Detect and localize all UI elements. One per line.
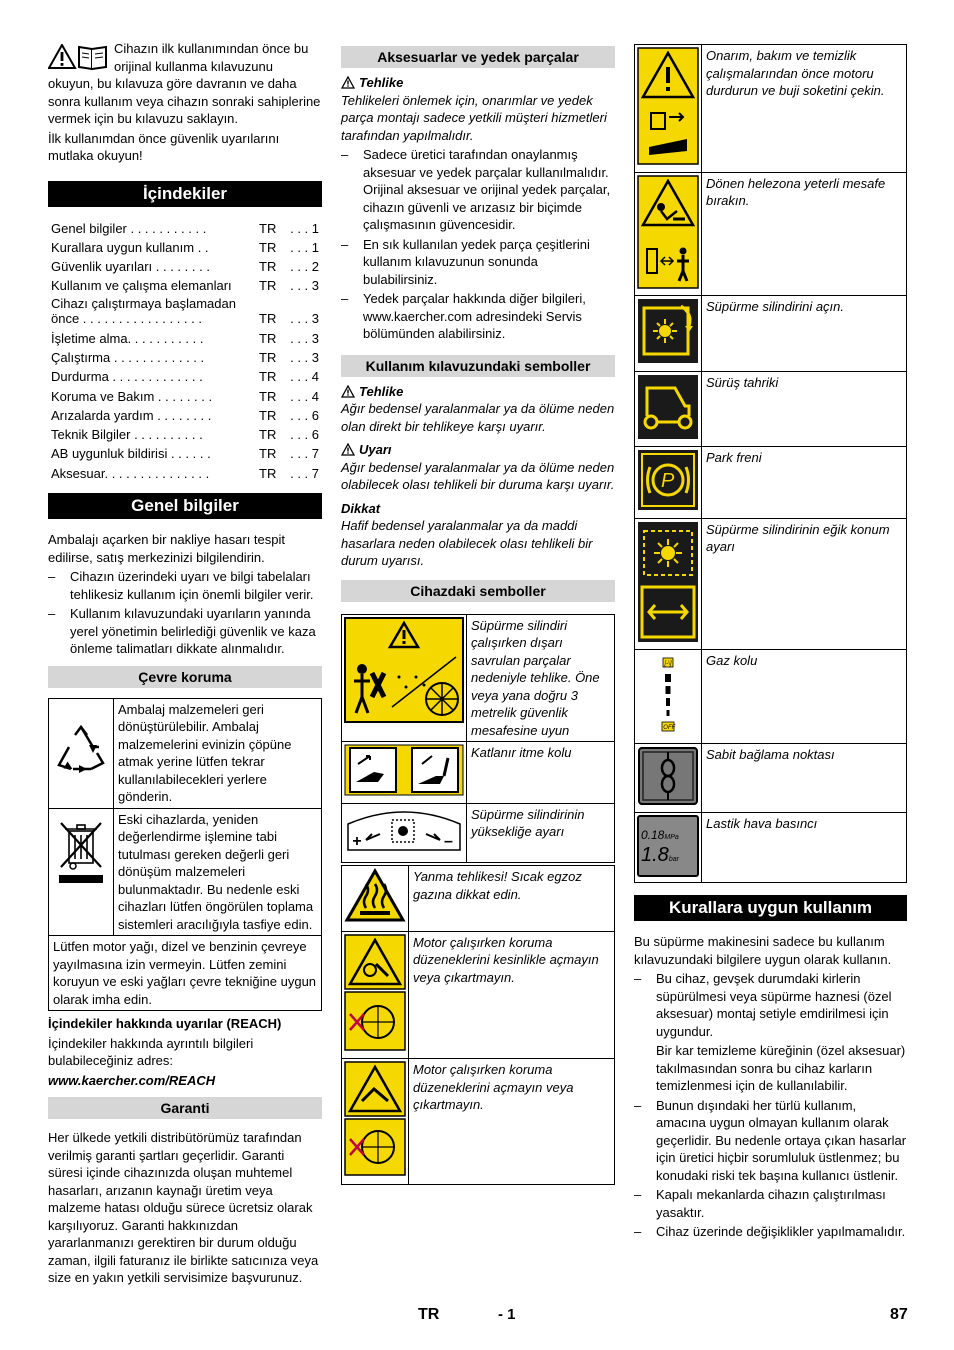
footer-language: TR (418, 1306, 440, 1323)
danger-label: Tehlike (341, 74, 615, 92)
hot-surface-icon (342, 866, 409, 932)
column-right (634, 44, 907, 1243)
roller-height-text: Süpürme silindirinin yüksekliğe ayarı (467, 803, 615, 863)
right-symbols-table (634, 44, 907, 883)
folding-handle-icon (342, 742, 467, 804)
footer-page-number: 87 (890, 1306, 908, 1323)
guard-open-text: Motor çalışırken koruma düzeneklerini kesinlikle açmayın veya çıkartmayın. (409, 931, 615, 1059)
list-item: – En sık kullanılan yedek parça çeşitlerini kullanım kılavuzunun sonunda bulabilirsiniz. (341, 236, 590, 287)
list-item: – Bu cihaz, gevşek durumdaki kirlerin süpürülmesi veya süpürme haznesi (özel aksesuar) montaj setiyle emdirilmesi için uygundur. (634, 971, 892, 1039)
danger-text: Tehlikeleri önlemek için, onarımlar ve yedek parça montajı sadece yetkili müşteri hizmetleri tarafından yapılmalıdır. (341, 92, 607, 143)
recycle-icon (49, 698, 114, 808)
drive-icon (635, 371, 702, 447)
throttle-icon (635, 650, 702, 744)
symbols-heading: Kullanım kılavuzundaki semboller (341, 355, 615, 377)
accessories-heading: Aksesuarlar ve yedek parçalar (341, 46, 615, 68)
stop-engine-warning-icon (635, 45, 702, 173)
list-item-extra: Bir kar temizleme küreğinin (özel aksesuar) takılmasından sonra bu cihaz karların temizlenmesi için de kullanılabilir. (656, 1043, 906, 1093)
tie-down-point-icon (635, 743, 702, 813)
list-item: – Sadece üretici tarafından onaylanmış aksesuar ve yedek parçalar kullanılmalıdır. Orijinal aksesuar ve orijinal yedek parçalar, cihazın güvenli ve arızasız bir biçimde çalışmasının güvencesidir. (341, 147, 611, 232)
table-of-contents (48, 219, 322, 484)
toc-row[interactable]: Kurallara uygun kullanım . . TR . . . 1 (51, 239, 319, 255)
guard-warning-icon (342, 931, 409, 1059)
env-table (48, 698, 322, 1012)
column-left (48, 40, 322, 1289)
warranty-heading: Garanti (48, 1097, 322, 1119)
hot-exhaust-text: Yanma tehlikesi! Sıcak egzoz gazına dikkat edin. (409, 866, 615, 932)
intended-use-heading: Kurallara uygun kullanım (634, 895, 907, 921)
folding-handle-text: Katlanır itme kolu (467, 742, 615, 804)
reach-title: İçindekiler hakkında uyarılar (REACH) (48, 1016, 282, 1032)
intro-text-2: İlk kullanımdan önce güvenlik uyarılarını mutlaka okuyun! (48, 130, 280, 163)
toc-row[interactable]: İşletime alma. . . . . . . . . . . TR . . . 3 (51, 330, 319, 346)
auger-distance-icon (635, 172, 702, 296)
tire-pressure-icon: 0.18MPa 1.8bar (635, 813, 702, 883)
warranty-text: Her ülkede yetkili distribütörümüz tarafından verilmiş garanti şartları geçerlidir. Garanti süresi içinde cihazınızda oluşan muhtemel hasarları, arızanın kaynağı üretim veya malzeme hatası olduğu sürece ücretsiz olarak karşılıyoruz. Garanti hakkınızdan yararlanmanızı gerektiren bir durum olduğu zaman, ilgili faturanız ile birlikte satıcınıza veya size en yakın yetkili servisimize başvurunuz. (48, 1130, 319, 1286)
list-item: – Bunun dışındaki her türlü kullanım, amacına uygun olmayan kullanım olarak geçerlidir. Bu nedenle ortaya çıkan hasarlar için üretici hiçbir sorumluluk üstlenmez; bu konudaki riski tek başına kullanıcı üstlenir. (634, 1097, 907, 1183)
open-sweeping-roller-text: Süpürme silindirini açın. (702, 296, 907, 372)
list-item: – Yedek parçalar hakkında diğer bilgileri, www.kaercher.com adresindeki Servis bölümünden alabilirsiniz. (341, 291, 586, 341)
warning-manual-icon (48, 44, 108, 75)
svg-text:OFF: OFF (663, 725, 676, 731)
reach-link[interactable]: www.kaercher.com/REACH (48, 1072, 216, 1088)
toc-row[interactable]: Durdurma . . . . . . . . . . . . . TR . . . 4 (51, 369, 319, 385)
thrown-objects-text: Süpürme silindiri çalışırken dışarı savrulan parçalar nedeniyle tehlike. Öne veya yana doğru 3 metrelik güvenlik mesafesine uyun (467, 614, 615, 742)
open-sweeping-roller-icon (635, 296, 702, 372)
column-middle (341, 40, 615, 1185)
footer-page-short: - 1 (498, 1306, 516, 1323)
toc-row: Cihazı çalıştırmaya başlamadan önce . . . . . . . . . . . . . . . . . TR . . . 3 (51, 295, 319, 326)
toc-row[interactable]: Aksesuar. . . . . . . . . . . . . . . TR . . . 7 (51, 465, 319, 481)
crossed-bin-icon (49, 808, 114, 936)
toc-row[interactable]: AB uygunluk bildirisi . . . . . . TR . . . 7 (51, 446, 319, 462)
device-symbols-table-a (341, 614, 615, 864)
toc-heading: İçindekiler (48, 181, 322, 207)
toc-row[interactable]: Genel bilgiler . . . . . . . . . . . TR . . . 1 (51, 220, 319, 236)
toc-row[interactable]: Güvenlik uyarıları . . . . . . . . TR . . . 2 (51, 259, 319, 275)
device-symbols-heading: Cihazdaki semboller (341, 580, 615, 602)
tie-down-point-text: Sabit bağlama noktası (702, 743, 907, 813)
drive-text: Sürüş tahriki (702, 371, 907, 447)
roller-tilt-icon (635, 518, 702, 650)
throttle-text: Gaz kolu (702, 650, 907, 744)
toc-row[interactable]: Teknik Bilgiler . . . . . . . . . . TR . . . 6 (51, 427, 319, 443)
toc-row[interactable]: Kullanım ve çalışma elemanları TR . . . 3 (51, 278, 319, 294)
caution-label: Dikkat (341, 500, 381, 516)
list-item: – Kapalı mekanlarda cihazın çalıştırılması yasaktır. (634, 1187, 886, 1220)
warning-triangle-icon (341, 76, 355, 89)
svg-text:+: + (352, 832, 362, 850)
reach-text: İçindekiler hakkında ayrıntılı bilgileri bulabileceğiniz adres: (48, 1035, 254, 1069)
thrown-objects-warning-icon (342, 614, 467, 742)
list-item: – Kullanım kılavuzundaki uyarıların yanında yerel yönetimin belirlediği güvenlik ve kaza önleme talimatları dikkate alınmalıdır. (48, 606, 316, 657)
stop-engine-text: Onarım, bakım ve temizlik çalışmalarından önce motoru durdurun ve buji soketini çekin. (702, 45, 907, 173)
warning-label: Uyarı (341, 441, 615, 459)
danger-label: Tehlike (341, 383, 615, 401)
env-text-old-devices: Eski cihazlarda, yeniden değerlendirme işlemine tabi tutulması gereken değerli geri dönüşüm malzemeleri bulunmaktadır. Bu nedenle eski cihazları lütfen öngörülen toplama sistemleri aracılığıyla tasfiye edin. (114, 808, 322, 936)
roller-tilt-text: Süpürme silindirinin eğik konum ayarı (702, 518, 907, 650)
list-item: – Cihazın üzerindeki uyarı ve bilgi tabelaları tehlikesiz kullanım için önemli bilgiler verir. (48, 569, 314, 602)
toc-row[interactable]: Koruma ve Bakım . . . . . . . . TR . . . 4 (51, 388, 319, 404)
svg-text:P: P (661, 470, 675, 492)
toc-row[interactable]: Çalıştırma . . . . . . . . . . . . . TR . . . 3 (51, 349, 319, 365)
guard-warning-icon-2 (342, 1059, 409, 1185)
warning-triangle-icon (341, 443, 355, 456)
intro (48, 40, 322, 165)
parking-brake-icon (635, 447, 702, 519)
intended-use-text: Bu süpürme makinesini sadece bu kullanım kılavuzundaki bilgilere uygun olarak kullanın. (634, 934, 892, 967)
svg-text:–: – (444, 832, 453, 850)
warning-description: Ağır bedensel yaralanmalar ya da ölüme neden olabilecek olası tehlikeli bir duruma karşı uyarır. (341, 459, 615, 492)
env-text-recycling: Ambalaj malzemeleri geri dönüştürülebilir. Ambalaj malzemelerini evinizin çöpüne atmak yerine lütfen tekrar kullanılabilecekleri yerlere gönderin. (114, 698, 322, 808)
parking-brake-text: Park freni (702, 447, 907, 519)
intro-text: Cihazın ilk kullanımından önce bu orijinal kullanma kılavuzunu okuyun, bu kılavuza göre davranın ve daha sonra kullanım veya cihazın sonraki sahiplerine vermek için bu kılavuzu saklayın. (48, 41, 321, 126)
list-item: – Cihaz üzerinde değişiklikler yapılmamalıdır. (634, 1224, 906, 1239)
guard-remove-text: Motor çalışırken koruma düzeneklerini açmayın veya çıkartmayın. (409, 1059, 615, 1185)
device-symbols-table-b (341, 865, 615, 1185)
auger-distance-text: Dönen helezona yeterli mesafe bırakın. (702, 172, 907, 296)
caution-description: Hafif bedensel yaralanmalar ya da maddi hasarlara neden olabilecek olası tehlikeli bir durum uyarısı. (341, 518, 593, 568)
general-heading: Genel bilgiler (48, 493, 322, 519)
roller-height-icon (342, 803, 467, 863)
danger-description: Ağır bedensel yaralanmalar ya da ölüme neden olan direkt bir tehlikeye karşı uyarır. (341, 401, 615, 434)
env-text-oil: Lütfen motor yağı, dizel ve benzinin çevreye yayılmasına izin vermeyin. Lütfen zemini koruyun ve eski yağları çevre tekniğine uygun olarak imha edin. (49, 936, 322, 1011)
general-text: Ambalajı açarken bir nakliye hasarı tespit edilirse, satış merkezinizi bilgilendirin. (48, 532, 286, 565)
tire-pressure-text: Lastik hava basıncı (702, 813, 907, 883)
svg-text:[-\]: [-\] (664, 661, 672, 667)
toc-row[interactable]: Arızalarda yardım . . . . . . . . TR . . . 6 (51, 407, 319, 423)
warning-triangle-icon (341, 385, 355, 398)
env-heading: Çevre koruma (48, 666, 322, 688)
